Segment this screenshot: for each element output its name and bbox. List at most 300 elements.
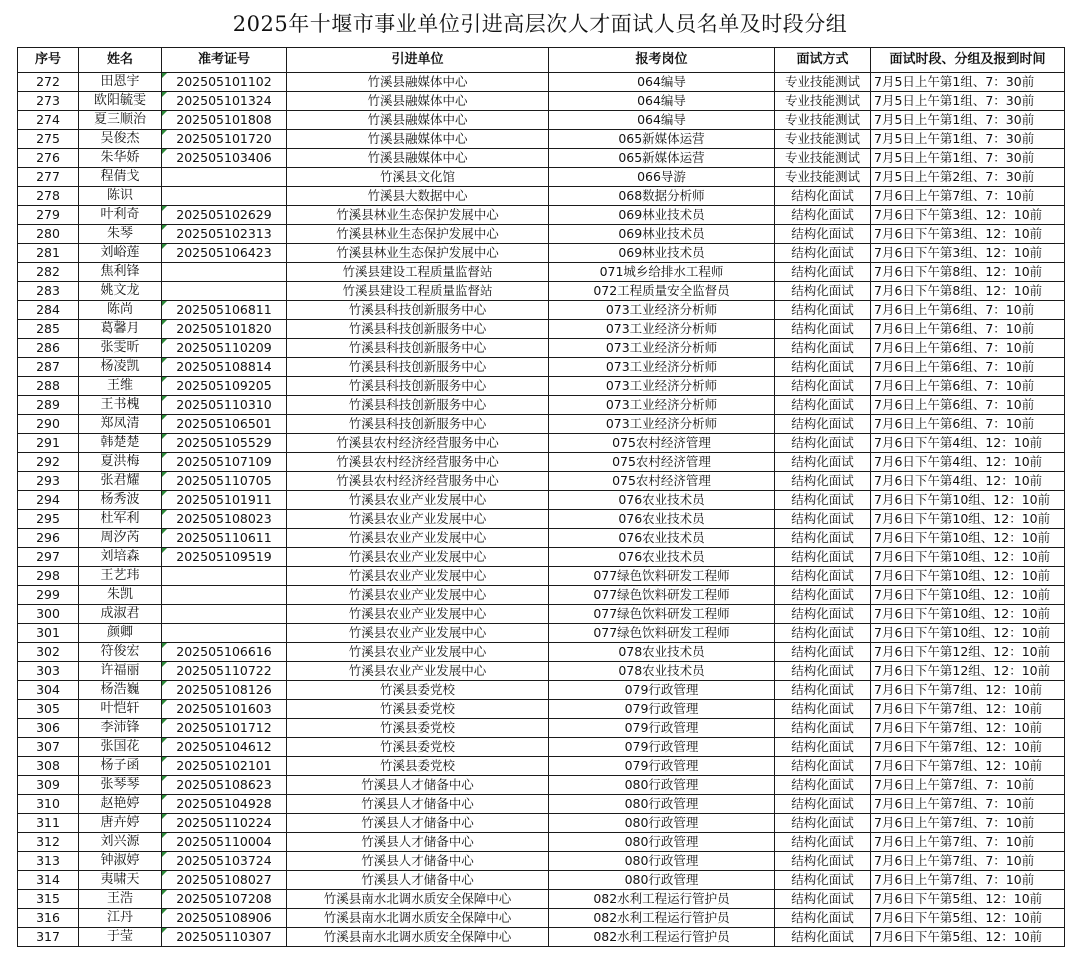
cell-position: 073工业经济分析师 [549,320,775,339]
cell-name: 杜军利 [79,510,162,529]
cell-name: 朱凯 [79,586,162,605]
table-row [18,586,1065,605]
cell-name: 刘培森 [79,548,162,567]
cell-seq: 306 [18,719,79,738]
cell-unit: 竹溪县科技创新服务中心 [287,339,549,358]
cell-exam-number [162,263,287,282]
cell-seq: 301 [18,624,79,643]
cell-unit: 竹溪县文化馆 [287,168,549,187]
cell-interview-time: 7月6日下午第10组、12：10前 [871,605,1065,624]
cell-seq: 279 [18,206,79,225]
table-row [18,377,1065,396]
cell-unit: 竹溪县农业产业发展中心 [287,643,549,662]
cell-position: 080行政管理 [549,833,775,852]
cell-exam-number: 202505110307 [162,928,287,947]
table-row [18,719,1065,738]
cell-position: 064编导 [549,92,775,111]
cell-exam-number [162,187,287,206]
table-row [18,339,1065,358]
cell-interview-method: 结构化面试 [775,396,871,415]
cell-name: 王维 [79,377,162,396]
table-row [18,396,1065,415]
cell-name: 陈识 [79,187,162,206]
cell-interview-method: 结构化面试 [775,833,871,852]
cell-exam-number: 202505110611 [162,529,287,548]
cell-seq: 272 [18,73,79,92]
cell-unit: 竹溪县科技创新服务中心 [287,415,549,434]
cell-interview-time: 7月6日下午第10组、12：10前 [871,510,1065,529]
cell-unit: 竹溪县农村经济经营服务中心 [287,434,549,453]
cell-unit: 竹溪县科技创新服务中心 [287,301,549,320]
cell-name: 郑凤清 [79,415,162,434]
cell-seq: 310 [18,795,79,814]
cell-unit: 竹溪县林业生态保护发展中心 [287,206,549,225]
cell-exam-number: 202505104928 [162,795,287,814]
cell-interview-time: 7月6日下午第7组、12：10前 [871,719,1065,738]
cell-unit: 竹溪县农业产业发展中心 [287,662,549,681]
cell-interview-time: 7月6日下午第5组、12：10前 [871,928,1065,947]
cell-name: 李沛锋 [79,719,162,738]
cell-name: 叶恺轩 [79,700,162,719]
cell-position: 082水利工程运行管护员 [549,909,775,928]
cell-name: 王艺玮 [79,567,162,586]
cell-name: 夷啸天 [79,871,162,890]
cell-name: 张国花 [79,738,162,757]
cell-exam-number: 202505103406 [162,149,287,168]
header-interview-time: 面试时段、分组及报到时间 [871,48,1065,73]
cell-interview-method: 结构化面试 [775,491,871,510]
table-row [18,890,1065,909]
table-row [18,187,1065,206]
cell-position: 073工业经济分析师 [549,396,775,415]
cell-interview-time: 7月6日下午第4组、12：10前 [871,472,1065,491]
cell-interview-method: 结构化面试 [775,244,871,263]
cell-interview-time: 7月6日下午第10组、12：10前 [871,586,1065,605]
cell-seq: 297 [18,548,79,567]
cell-unit: 竹溪县农业产业发展中心 [287,491,549,510]
cell-exam-number: 202505107109 [162,453,287,472]
cell-seq: 313 [18,852,79,871]
cell-position: 080行政管理 [549,814,775,833]
cell-position: 082水利工程运行管护员 [549,928,775,947]
cell-name: 唐卉婷 [79,814,162,833]
cell-exam-number [162,168,287,187]
cell-seq: 309 [18,776,79,795]
table-row [18,206,1065,225]
cell-exam-number: 202505101720 [162,130,287,149]
cell-exam-number: 202505101324 [162,92,287,111]
cell-interview-method: 结构化面试 [775,795,871,814]
table-row [18,624,1065,643]
cell-exam-number: 202505109519 [162,548,287,567]
cell-interview-time: 7月6日下午第12组、12：10前 [871,662,1065,681]
cell-unit: 竹溪县农业产业发展中心 [287,548,549,567]
cell-unit: 竹溪县人才储备中心 [287,852,549,871]
cell-position: 079行政管理 [549,738,775,757]
cell-position: 075农村经济管理 [549,472,775,491]
cell-position: 076农业技术员 [549,548,775,567]
table-row [18,871,1065,890]
table-row [18,491,1065,510]
cell-exam-number: 202505104612 [162,738,287,757]
cell-seq: 311 [18,814,79,833]
cell-seq: 283 [18,282,79,301]
cell-name: 刘峪莲 [79,244,162,263]
cell-interview-method: 专业技能测试 [775,149,871,168]
header-exam-number: 准考证号 [162,48,287,73]
cell-interview-time: 7月6日上午第7组、7：10前 [871,833,1065,852]
cell-position: 080行政管理 [549,776,775,795]
candidate-table [17,47,1065,947]
cell-interview-method: 结构化面试 [775,928,871,947]
cell-seq: 316 [18,909,79,928]
cell-seq: 287 [18,358,79,377]
table-row [18,700,1065,719]
cell-name: 吴俊杰 [79,130,162,149]
cell-exam-number [162,586,287,605]
cell-unit: 竹溪县人才储备中心 [287,814,549,833]
cell-seq: 282 [18,263,79,282]
cell-unit: 竹溪县融媒体中心 [287,73,549,92]
cell-unit: 竹溪县农村经济经营服务中心 [287,453,549,472]
cell-unit: 竹溪县科技创新服务中心 [287,377,549,396]
cell-exam-number [162,282,287,301]
cell-name: 田恩宇 [79,73,162,92]
cell-name: 杨凌凯 [79,358,162,377]
cell-interview-time: 7月6日上午第6组、7：10前 [871,320,1065,339]
cell-position: 080行政管理 [549,871,775,890]
cell-seq: 280 [18,225,79,244]
table-row [18,814,1065,833]
cell-unit: 竹溪县科技创新服务中心 [287,320,549,339]
cell-exam-number: 202505110722 [162,662,287,681]
cell-interview-time: 7月5日上午第1组、7：30前 [871,149,1065,168]
cell-position: 065新媒体运营 [549,130,775,149]
cell-unit: 竹溪县委党校 [287,738,549,757]
cell-interview-time: 7月6日下午第10组、12：10前 [871,567,1065,586]
cell-exam-number: 202505108027 [162,871,287,890]
cell-interview-method: 结构化面试 [775,700,871,719]
cell-exam-number: 202505101102 [162,73,287,92]
cell-interview-time: 7月6日下午第12组、12：10前 [871,643,1065,662]
cell-seq: 278 [18,187,79,206]
cell-seq: 296 [18,529,79,548]
cell-interview-method: 结构化面试 [775,624,871,643]
cell-position: 064编导 [549,111,775,130]
cell-seq: 273 [18,92,79,111]
cell-seq: 317 [18,928,79,947]
cell-interview-time: 7月6日上午第6组、7：10前 [871,377,1065,396]
cell-position: 065新媒体运营 [549,149,775,168]
cell-interview-time: 7月6日下午第7组、12：10前 [871,757,1065,776]
cell-unit: 竹溪县农业产业发展中心 [287,605,549,624]
cell-exam-number: 202505110310 [162,396,287,415]
table-row [18,263,1065,282]
table-row [18,681,1065,700]
cell-exam-number: 202505101603 [162,700,287,719]
cell-seq: 276 [18,149,79,168]
cell-interview-time: 7月6日下午第4组、12：10前 [871,453,1065,472]
cell-position: 079行政管理 [549,719,775,738]
cell-exam-number: 202505106423 [162,244,287,263]
cell-interview-method: 结构化面试 [775,282,871,301]
cell-unit: 竹溪县农业产业发展中心 [287,586,549,605]
cell-position: 077绿色饮料研发工程师 [549,624,775,643]
cell-seq: 308 [18,757,79,776]
cell-interview-time: 7月5日上午第1组、7：30前 [871,73,1065,92]
table-row [18,92,1065,111]
cell-unit: 竹溪县人才储备中心 [287,776,549,795]
cell-exam-number [162,605,287,624]
table-row [18,434,1065,453]
cell-name: 朱琴 [79,225,162,244]
cell-interview-method: 结构化面试 [775,681,871,700]
cell-position: 078农业技术员 [549,662,775,681]
cell-name: 陈尚 [79,301,162,320]
cell-seq: 300 [18,605,79,624]
cell-seq: 299 [18,586,79,605]
cell-name: 江丹 [79,909,162,928]
cell-interview-method: 结构化面试 [775,814,871,833]
cell-seq: 307 [18,738,79,757]
cell-exam-number: 202505105529 [162,434,287,453]
cell-name: 焦利锋 [79,263,162,282]
cell-name: 葛馨月 [79,320,162,339]
cell-interview-time: 7月6日上午第7组、7：10前 [871,871,1065,890]
cell-name: 成淑君 [79,605,162,624]
cell-exam-number [162,624,287,643]
cell-seq: 274 [18,111,79,130]
cell-seq: 295 [18,510,79,529]
cell-unit: 竹溪县人才储备中心 [287,795,549,814]
header-unit: 引进单位 [287,48,549,73]
cell-position: 066导游 [549,168,775,187]
table-row [18,472,1065,491]
cell-seq: 275 [18,130,79,149]
cell-position: 078农业技术员 [549,643,775,662]
cell-interview-time: 7月5日上午第1组、7：30前 [871,130,1065,149]
cell-unit: 竹溪县农业产业发展中心 [287,510,549,529]
cell-name: 周汐芮 [79,529,162,548]
cell-seq: 290 [18,415,79,434]
cell-unit: 竹溪县融媒体中心 [287,92,549,111]
cell-position: 071城乡给排水工程师 [549,263,775,282]
cell-exam-number: 202505102629 [162,206,287,225]
cell-exam-number: 202505110705 [162,472,287,491]
cell-unit: 竹溪县委党校 [287,700,549,719]
cell-position: 068数据分析师 [549,187,775,206]
table-row [18,168,1065,187]
cell-exam-number [162,567,287,586]
cell-interview-time: 7月6日上午第6组、7：10前 [871,358,1065,377]
cell-name: 夏洪梅 [79,453,162,472]
cell-seq: 289 [18,396,79,415]
cell-position: 069林业技术员 [549,244,775,263]
cell-unit: 竹溪县委党校 [287,681,549,700]
table-row [18,320,1065,339]
document-title: 2025年十堰市事业单位引进高层次人才面试人员名单及时段分组 [232,12,848,36]
cell-interview-method: 结构化面试 [775,529,871,548]
cell-interview-method: 专业技能测试 [775,130,871,149]
cell-name: 张琴琴 [79,776,162,795]
table-row [18,111,1065,130]
table-row [18,852,1065,871]
header-position: 报考岗位 [549,48,775,73]
cell-exam-number: 202505109205 [162,377,287,396]
cell-interview-time: 7月5日上午第1组、7：30前 [871,92,1065,111]
cell-interview-time: 7月6日下午第10组、12：10前 [871,491,1065,510]
table-row [18,928,1065,947]
cell-interview-method: 结构化面试 [775,643,871,662]
cell-interview-time: 7月6日上午第7组、7：10前 [871,814,1065,833]
cell-position: 073工业经济分析师 [549,377,775,396]
cell-unit: 竹溪县融媒体中心 [287,111,549,130]
cell-seq: 304 [18,681,79,700]
cell-seq: 303 [18,662,79,681]
table-row [18,795,1065,814]
cell-name: 杨秀波 [79,491,162,510]
cell-exam-number: 202505108023 [162,510,287,529]
table-row [18,662,1065,681]
cell-position: 072工程质量安全监督员 [549,282,775,301]
cell-seq: 284 [18,301,79,320]
cell-interview-time: 7月6日下午第3组、12：10前 [871,225,1065,244]
cell-interview-method: 专业技能测试 [775,92,871,111]
table-row [18,909,1065,928]
cell-interview-time: 7月6日下午第3组、12：10前 [871,244,1065,263]
cell-interview-time: 7月6日下午第4组、12：10前 [871,434,1065,453]
cell-name: 韩楚楚 [79,434,162,453]
header-interview-method: 面试方式 [775,48,871,73]
cell-position: 080行政管理 [549,795,775,814]
cell-interview-method: 结构化面试 [775,320,871,339]
cell-exam-number: 202505108906 [162,909,287,928]
cell-exam-number: 202505108814 [162,358,287,377]
cell-interview-time: 7月6日下午第7组、12：10前 [871,738,1065,757]
cell-name: 赵艳婷 [79,795,162,814]
cell-name: 张雯昕 [79,339,162,358]
cell-interview-time: 7月6日上午第7组、7：10前 [871,852,1065,871]
cell-exam-number: 202505110004 [162,833,287,852]
cell-name: 钟淑婷 [79,852,162,871]
cell-interview-method: 结构化面试 [775,567,871,586]
cell-interview-method: 专业技能测试 [775,73,871,92]
cell-interview-method: 结构化面试 [775,206,871,225]
cell-position: 064编导 [549,73,775,92]
cell-interview-method: 结构化面试 [775,909,871,928]
cell-unit: 竹溪县农业产业发展中心 [287,567,549,586]
cell-interview-time: 7月6日下午第7组、12：10前 [871,681,1065,700]
cell-exam-number: 202505110209 [162,339,287,358]
cell-seq: 277 [18,168,79,187]
cell-exam-number: 202505108126 [162,681,287,700]
table-row [18,529,1065,548]
cell-interview-time: 7月6日下午第10组、12：10前 [871,624,1065,643]
table-body [18,73,1065,947]
cell-position: 077绿色饮料研发工程师 [549,567,775,586]
cell-interview-time: 7月6日下午第10组、12：10前 [871,548,1065,567]
table-row [18,149,1065,168]
cell-unit: 竹溪县农业产业发展中心 [287,529,549,548]
table-row [18,453,1065,472]
cell-position: 069林业技术员 [549,225,775,244]
cell-seq: 285 [18,320,79,339]
cell-seq: 298 [18,567,79,586]
cell-exam-number: 202505101808 [162,111,287,130]
table-row [18,776,1065,795]
cell-interview-time: 7月6日上午第7组、7：10前 [871,187,1065,206]
cell-unit: 竹溪县南水北调水质安全保障中心 [287,928,549,947]
cell-interview-method: 结构化面试 [775,586,871,605]
cell-interview-method: 专业技能测试 [775,168,871,187]
cell-unit: 竹溪县委党校 [287,719,549,738]
cell-position: 077绿色饮料研发工程师 [549,586,775,605]
cell-interview-time: 7月6日下午第8组、12：10前 [871,263,1065,282]
cell-unit: 竹溪县人才储备中心 [287,871,549,890]
cell-exam-number: 202505106616 [162,643,287,662]
table-row [18,130,1065,149]
cell-interview-method: 结构化面试 [775,339,871,358]
table-row [18,301,1065,320]
cell-interview-time: 7月6日上午第6组、7：10前 [871,339,1065,358]
cell-interview-time: 7月6日上午第6组、7：10前 [871,301,1065,320]
cell-name: 刘兴源 [79,833,162,852]
table-row [18,643,1065,662]
table-row [18,605,1065,624]
cell-interview-method: 结构化面试 [775,434,871,453]
cell-name: 符俊宏 [79,643,162,662]
cell-seq: 314 [18,871,79,890]
cell-name: 王浩 [79,890,162,909]
cell-interview-method: 结构化面试 [775,548,871,567]
cell-position: 079行政管理 [549,757,775,776]
cell-interview-time: 7月5日上午第2组、7：30前 [871,168,1065,187]
cell-unit: 竹溪县委党校 [287,757,549,776]
cell-seq: 288 [18,377,79,396]
cell-interview-time: 7月6日下午第8组、12：10前 [871,282,1065,301]
cell-unit: 竹溪县科技创新服务中心 [287,396,549,415]
cell-position: 073工业经济分析师 [549,358,775,377]
cell-interview-method: 结构化面试 [775,263,871,282]
cell-unit: 竹溪县科技创新服务中心 [287,358,549,377]
cell-position: 080行政管理 [549,852,775,871]
cell-position: 076农业技术员 [549,491,775,510]
cell-name: 于莹 [79,928,162,947]
table-row [18,282,1065,301]
table-row [18,73,1065,92]
cell-unit: 竹溪县南水北调水质安全保障中心 [287,890,549,909]
cell-exam-number: 202505106501 [162,415,287,434]
cell-unit: 竹溪县南水北调水质安全保障中心 [287,909,549,928]
cell-position: 082水利工程运行管护员 [549,890,775,909]
cell-interview-method: 结构化面试 [775,662,871,681]
cell-name: 杨浩巍 [79,681,162,700]
cell-seq: 312 [18,833,79,852]
cell-position: 076农业技术员 [549,510,775,529]
table-row [18,510,1065,529]
cell-position: 075农村经济管理 [549,453,775,472]
header-name: 姓名 [79,48,162,73]
cell-name: 欧阳毓雯 [79,92,162,111]
cell-unit: 竹溪县人才储备中心 [287,833,549,852]
cell-exam-number: 202505106811 [162,301,287,320]
cell-unit: 竹溪县农业产业发展中心 [287,624,549,643]
cell-interview-method: 结构化面试 [775,776,871,795]
cell-name: 程倩戈 [79,168,162,187]
cell-name: 姚文龙 [79,282,162,301]
cell-exam-number: 202505110224 [162,814,287,833]
cell-exam-number: 202505107208 [162,890,287,909]
